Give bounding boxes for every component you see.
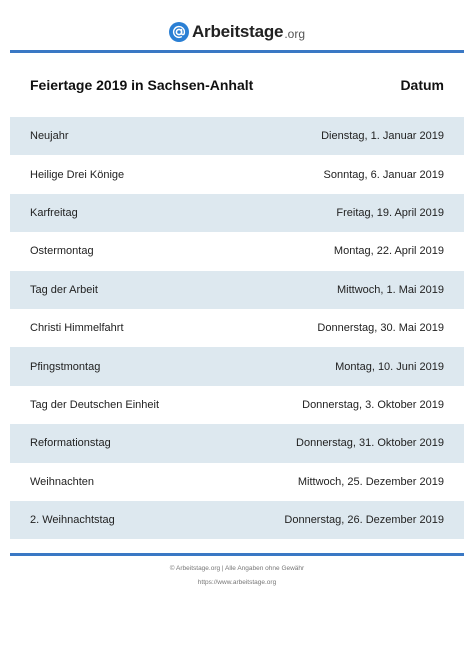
holiday-name: Weihnachten [30, 475, 95, 488]
holiday-date: Dienstag, 1. Januar 2019 [321, 130, 444, 143]
table-row [10, 194, 464, 232]
table-row [10, 232, 464, 270]
table-title: Feiertage 2019 in Sachsen-Anhalt [30, 77, 254, 93]
logo-tld: .org [284, 27, 305, 41]
table-row [10, 424, 464, 462]
bottom-divider [10, 553, 464, 556]
holiday-name: Pfingstmontag [30, 360, 101, 373]
date-column-header: Datum [400, 77, 444, 93]
holiday-date: Donnerstag, 30. Mai 2019 [317, 322, 444, 335]
holiday-name: Reformationstag [30, 437, 111, 450]
holiday-date: Donnerstag, 3. Oktober 2019 [302, 398, 444, 411]
holiday-name: Tag der Arbeit [30, 283, 98, 296]
table-header [30, 77, 444, 93]
holiday-name: Heilige Drei Könige [30, 168, 125, 181]
holiday-date: Donnerstag, 26. Dezember 2019 [284, 514, 444, 527]
top-divider [10, 50, 464, 53]
table-row [10, 501, 464, 539]
holiday-name: Karfreitag [30, 206, 78, 219]
table-row [10, 386, 464, 424]
logo-name: Arbeitstage [191, 22, 284, 41]
holiday-date: Mittwoch, 1. Mai 2019 [337, 283, 444, 296]
holiday-date: Freitag, 19. April 2019 [336, 206, 444, 219]
holiday-name: Ostermontag [30, 245, 94, 258]
holiday-date: Mittwoch, 25. Dezember 2019 [297, 475, 444, 488]
holiday-name: Christi Himmelfahrt [30, 322, 124, 335]
holiday-name: Tag der Deutschen Einheit [30, 398, 160, 411]
holiday-date: Donnerstag, 31. Oktober 2019 [296, 437, 444, 450]
footer-copyright: © Arbeitstage.org | Alle Angaben ohne Gewähr [169, 565, 305, 572]
table-row [10, 347, 464, 385]
table-row [10, 117, 464, 155]
table-row [10, 271, 464, 309]
holiday-name: 2. Weihnachtstag [30, 514, 115, 527]
holiday-date: Sonntag, 6. Januar 2019 [323, 168, 444, 181]
site-logo[interactable] [0, 22, 474, 42]
footer-url-link[interactable]: https://www.arbeitstage.org [197, 579, 277, 586]
holiday-table [10, 117, 464, 539]
table-row [10, 309, 464, 347]
table-row [10, 463, 464, 501]
holiday-name: Neujahr [30, 130, 69, 143]
table-row [10, 155, 464, 193]
at-sign-icon [169, 22, 189, 42]
holiday-date: Montag, 10. Juni 2019 [335, 360, 444, 373]
holiday-date: Montag, 22. April 2019 [333, 245, 444, 258]
